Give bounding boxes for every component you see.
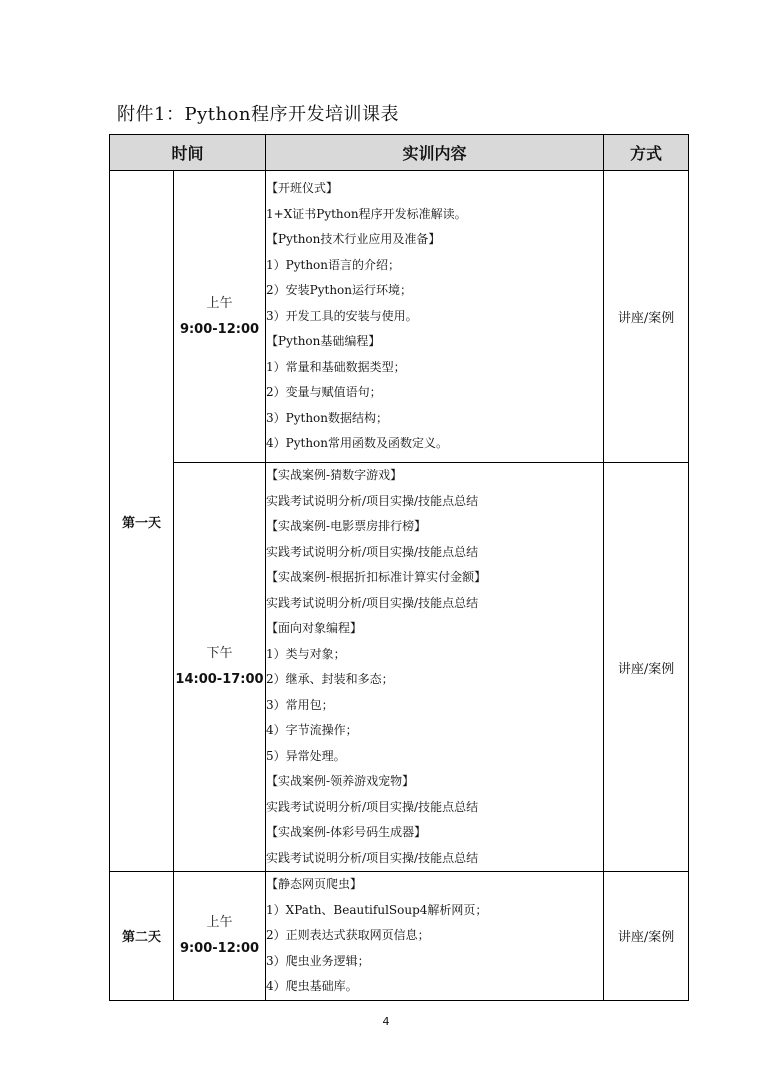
content-line: 实践考试说明分析/项目实操/技能点总结	[266, 595, 479, 610]
content-line: 5）异常处理。	[266, 748, 346, 763]
period-label: 下午	[206, 646, 233, 661]
content-line: 1）Python语言的介绍；	[266, 257, 401, 272]
content-cell	[266, 463, 604, 872]
day-label: 第二天	[110, 872, 174, 1001]
schedule-table	[109, 134, 689, 1001]
period-cell	[174, 171, 266, 463]
content-cell	[266, 872, 604, 1001]
content-line: 2）安装Python运行环境；	[266, 283, 413, 298]
period-cell	[174, 463, 266, 872]
period-time: 14:00-17:00	[175, 672, 264, 687]
content-line: 3）常用包；	[266, 697, 334, 712]
content-line: 【Python技术行业应用及准备】	[266, 232, 441, 247]
mode-cell: 讲座/案例	[604, 872, 689, 1001]
content-line: 1）常量和基础数据类型；	[266, 359, 406, 374]
day-label: 第一天	[110, 171, 174, 872]
content-line: 4）爬虫基础库。	[266, 979, 358, 993]
table-row	[110, 872, 689, 1001]
content-line: 实践考试说明分析/项目实操/技能点总结	[266, 850, 479, 865]
table-row	[110, 463, 689, 872]
content-line: 1）XPath、BeautifulSoup4解析网页；	[266, 902, 488, 917]
content-line: 2）正则表达式获取网页信息；	[266, 928, 430, 942]
content-line: 3）Python数据结构；	[266, 410, 389, 425]
content-line: 4）字节流操作；	[266, 723, 358, 737]
content-line: 2）继承、封装和多态；	[266, 672, 394, 686]
content-line: 3）爬虫业务逻辑；	[266, 953, 370, 968]
header-time: 时间	[110, 135, 266, 171]
page-number: 4	[382, 1015, 390, 1028]
period-time: 9:00-12:00	[179, 321, 260, 337]
period-cell	[174, 872, 266, 1001]
content-line: 【实战案例-领养游戏宠物】	[266, 774, 415, 788]
content-line: 2）变量与赋值语句；	[266, 385, 382, 400]
period-label: 上午	[206, 295, 233, 311]
mode-cell: 讲座/案例	[604, 171, 689, 463]
content-cell	[266, 171, 604, 463]
content-line: 【面向对象编程】	[266, 621, 363, 635]
content-line: 实践考试说明分析/项目实操/技能点总结	[266, 493, 479, 508]
content-line: 3）开发工具的安装与使用。	[266, 308, 418, 323]
period-label: 上午	[206, 914, 233, 930]
table-row	[110, 171, 689, 463]
content-line: 【静态网页爬虫】	[266, 877, 363, 891]
mode-cell: 讲座/案例	[604, 463, 689, 872]
content-line: 实践考试说明分析/项目实操/技能点总结	[266, 544, 479, 559]
content-line: 1）类与对象；	[266, 646, 346, 661]
content-line: 【开班仪式】	[266, 181, 339, 196]
content-line: 【实战案例-根据折扣标准计算实付金额】	[266, 570, 487, 584]
period-time: 9:00-12:00	[179, 940, 260, 956]
content-line: 1+X证书Python程序开发标准解读。	[266, 206, 467, 221]
header-row	[110, 135, 689, 171]
header-content: 实训内容	[266, 135, 604, 171]
content-line: 【Python基础编程】	[266, 334, 381, 349]
content-line: 【实战案例-电影票房排行榜】	[266, 519, 427, 533]
content-line: 实践考试说明分析/项目实操/技能点总结	[266, 799, 479, 814]
content-line: 【实战案例-猜数字游戏】	[266, 468, 403, 482]
content-line: 4）Python常用函数及函数定义。	[266, 436, 449, 451]
header-mode: 方式	[604, 135, 689, 171]
content-line: 【实战案例-体彩号码生成器】	[266, 825, 427, 839]
document-title: 附件1：Python程序开发培训课表	[117, 104, 399, 125]
